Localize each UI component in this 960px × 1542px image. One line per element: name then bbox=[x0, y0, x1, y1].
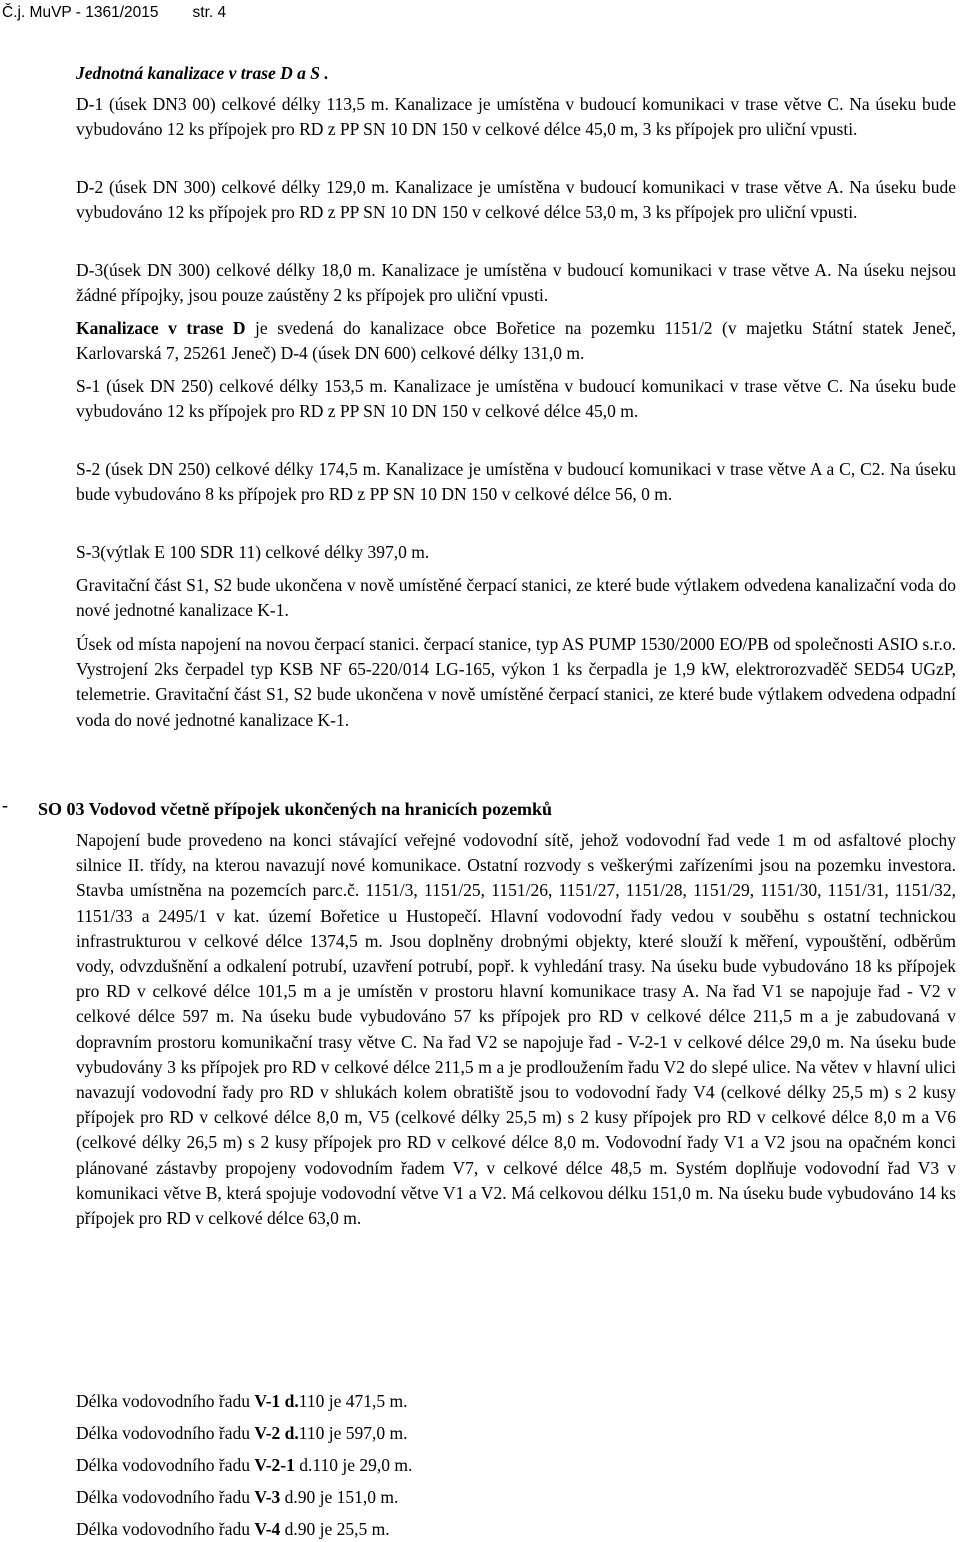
length-line: Délka vodovodního řadu V-2 d.110 je 597,0 m. bbox=[76, 1423, 408, 1443]
document-reference: Č.j. MuVP - 1361/2015 bbox=[2, 4, 159, 21]
paragraph-trase-d bbox=[76, 316, 956, 366]
paragraph-d2: D-2 (úsek DN 300) celkové délky 129,0 m. Kanalizace je umístěna v budoucí komunikaci v trase větve A. Na úseku bude vybudováno 12 ks přípojek pro RD z PP SN 10 DN 150 v celkové délce 53,0 m, 3 ks přípojek pro uliční vpusti. bbox=[76, 177, 956, 223]
length-line: Délka vodovodního řadu V-1 d.110 je 471,5 m. bbox=[76, 1391, 408, 1411]
page-number: str. 4 bbox=[192, 4, 227, 21]
page-header bbox=[2, 4, 226, 22]
length-line: Délka vodovodního řadu V-4 d.90 je 25,5 m. bbox=[76, 1519, 390, 1539]
paragraph-s3: S-3(výtlak E 100 SDR 11) celkové délky 397,0 m. bbox=[76, 542, 430, 562]
paragraph-d1: D-1 (úsek DN3 00) celkové délky 113,5 m. Kanalizace je umístěna v budoucí komunikaci v trase větve C. Na úseku bude vybudováno 12 ks přípojek pro RD z PP SN 10 DN 150 v celkové délce 45,0 m, 3 ks přípojek pro uliční vpusti. bbox=[76, 94, 956, 140]
paragraph-gravitacni: Gravitační část S1, S2 bude ukončena v nově umístěné čerpací stanici, ze které bude výtlakem odvedena kanalizační voda do nové jednotné kanalizace K-1. bbox=[76, 575, 956, 621]
length-line: Délka vodovodního řadu V-3 d.90 je 151,0 m. bbox=[76, 1487, 399, 1507]
paragraph-s2: S-2 (úsek DN 250) celkové délky 174,5 m. Kanalizace je umístěna v budoucí komunikaci v trase větve A a C, C2. Na úseku bude vybudováno 8 ks přípojek pro RD z PP SN 10 DN 150 v celkové délce 56, 0 m. bbox=[76, 459, 956, 505]
paragraph-so03: Napojení bude provedeno na konci stávající veřejné vodovodní sítě, jehož vodovodní řad vede 1 m od asfaltové plochy silnice II. třídy, na kterou navazují nové komunikace. Ostatní rozvody s veškerými zařízeními jsou na pozemku investora. Stavba umístněna na pozemcích parc.č. 1151/3, 1151/25, 1151/26, 1151/27, 1151/28, 1151/29, 1151/30, 1151/31, 1151/32, 1151/33 a 2495/1 v kat. území Bořetice u Hustopečí. Hlavní vodovodní řady vedou v souběhu s ostatní technickou infrastrukturou v celkové délce 1374,5 m. Jsou doplněny drobnými objekty, které slouží k měření, vypouštění, odběrům vody, odvzdušnění a odkalení potrubí, uzavření potrubí, popř. k vyhledání trasy. Na úseku bude vybudováno 18 ks přípojek pro RD v celkové délce 101,5 m a je umístěn v prostoru hlavní komunikace trasy A. Na řad V1 se napojuje řad - V2 v celkové délce 597 m. Na úseku bude vybudováno 57 ks přípojek pro RD v celkové délce 211,5 m a je zabudovaná v dopravním prostoru komunikační trasy větve C. Na řad V2 se napojuje řad - V-2-1 v celkové délce 29,0 m. Na úseku bude vybudovány 3 ks přípojek pro RD v celkové délce 211,5 m a je prodloužením řadu V2 do slepé ulice. Na větev v hlavní ulici navazují vodovodní řady pro RD v shlukách kolem obratiště jsou to vodovodní řady V4 (celkové délky 25,5 m) s 2 kusy přípojek pro RD v celkové délce 8,0 m, V5 (celkové délky 25,5 m) s 2 kusy přípojek pro RD v celkové délce 8,0 m a V6 (celkové délky 26,5 m) s 2 kusy přípojek pro RD v celkové délce 8,0 m. Vodovodní řady V1 a V2 jsou na opačném konci plánované zástavby propojeny vodovodním řadem V7, v celkové délce 48,5 m. Systém doplňuje vodovodní řad V3 v komunikaci větve B, která spojuje vodovodní větve V1 a V2. Má celkovou délku 151,0 m. Na úseku bude vybudováno 14 ks přípojek pro RD v celkové délce 63,0 m. bbox=[76, 830, 956, 1229]
paragraph-usek: Úsek od místa napojení na novou čerpací stanici. čerpací stanice, typ AS PUMP 1530/2000 EO/PB od společnosti ASIO s.r.o. Vystrojení 2ks čerpadel typ KSB NF 65-220/014 LG-165, výkon 1 ks čerpadla je 1,9 kW, elektrorozvaděč SED54 UGzP, telemetrie. Gravitační část S1, S2 bude ukončena v nově umístěné čerpací stanici, ze které bude výtlakem odvedena odpadní voda do nové jednotné kanalizace K-1. bbox=[76, 634, 956, 730]
list-dash: - bbox=[2, 795, 8, 815]
trase-d-lead: Kanalizace v trase D bbox=[76, 318, 246, 338]
paragraph-s1: S-1 (úsek DN 250) celkové délky 153,5 m. Kanalizace je umístěna v budoucí komunikaci v trase větve C. Na úseku bude vybudováno 12 ks přípojek pro RD z PP SN 10 DN 150 v celkové délce 45,0 m. bbox=[76, 376, 956, 422]
section-title: Jednotná kanalizace v trase D a S . bbox=[76, 63, 329, 83]
trase-d-rest: je svedená do kanalizace obce Bořetice na pozemku 1151/2 (v majetku Státní statek Jeneč, Karlovarská 7, 25261 Jeneč) D-4 (úsek DN 600) celkové délky 131,0 m. bbox=[76, 318, 956, 364]
so03-heading: SO 03 Vodovod včetně přípojek ukončených na hranicích pozemků bbox=[38, 799, 553, 819]
paragraph-d3: D-3(úsek DN 300) celkové délky 18,0 m. Kanalizace je umístěna v budoucí komunikaci v trase větve A. Na úseku nejsou žádné přípojky, jsou pouze zaústěny 2 ks přípojek pro uliční vpusti. bbox=[76, 260, 956, 306]
length-line: Délka vodovodního řadu V-2-1 d.110 je 29,0 m. bbox=[76, 1455, 413, 1475]
